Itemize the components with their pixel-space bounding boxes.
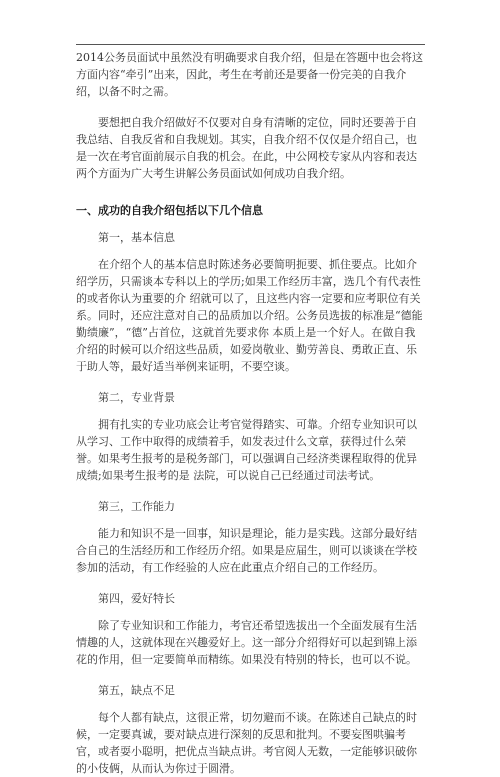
item-body-professional-background: 拥有扎实的专业功底会让考官觉得踏实、可靠。介绍专业知识可以从学习、工作中取得的成绩着手，如发表过什么文章，获得过什么荣誉。如果考生报考的是税务部门，可以强调自己经济类课程取得的优异成绩;如果考生报考的是 法院，可以说自己已经通过司法考试。 bbox=[76, 418, 417, 482]
item-heading-hobbies: 第四，爱好特长 bbox=[98, 592, 175, 605]
item-heading-professional-background: 第二，专业背景 bbox=[98, 391, 175, 404]
intro-paragraph: 2014公务员面试中虽然没有明确要求自我介绍，但是在答题中也会将这方面内容“牵引”出来，因此，考生在考前还是要备一份完美的自我介绍，以备不时之需。 bbox=[76, 51, 423, 98]
item-heading-work-ability: 第三，工作能力 bbox=[98, 500, 175, 513]
item-body-hobbies: 除了专业知识和工作能力，考官还希望选拔出一个全面发展有生活情趣的人，这就体现在兴趣爱好上。这一部分介绍得好可以起到锦上添花的作用，但一定要简单而精练。如果没有特别的特长，也可以不说。 bbox=[76, 619, 417, 666]
item-body-shortcomings: 每个人都有缺点，这很正常，切勿避而不谈。在陈述自己缺点的时候，一定要真诚，要对缺点进行深刻的反思和批判。不要妄图哄骗考官，或者耍小聪明，把优点当缺点讲。考官阅人无数，一定能够识破你的小伎俩，从而认为你过于圆滑。 bbox=[76, 711, 417, 775]
item-heading-basic-info: 第一，基本信息 bbox=[98, 231, 175, 244]
document-body bbox=[76, 49, 426, 777]
item-body-basic-info: 在介绍个人的基本信息时陈述务必要简明扼要、抓住要点。比如介绍学历，只需谈本专科以上的学历;如果工作经历丰富，选几个有代表性的或者你认为重要的介 绍就可以了，且这些内容一定要和应考职位有关系。同时，还应注意对自己的品质加以介绍。公务员选拔的标准是“德能勤绩廉”，“德”占首位，这就首先要求你 本质上是一个好人。在做自我介绍的时候可以介绍这些品质，如爱岗敬业、勤劳善良、勇敢正直、乐于助人等，最好适当举例来证明，不要空谈。 bbox=[76, 258, 423, 373]
item-heading-shortcomings: 第五，缺点不足 bbox=[98, 684, 175, 697]
item-body-work-ability: 能力和知识不是一回事，知识是理论，能力是实践。这部分最好结合自己的生活经历和工作经历介绍。如果是应届生，则可以谈谈在学校参加的活动，有工作经验的人应在此重点介绍自己的工作经历。 bbox=[76, 527, 417, 574]
intro-paragraph-2: 要想把自我介绍做好不仅要对自身有清晰的定位，同时还要善于自我总结、自我反省和自我规划。其实，自我介绍不仅仅是介绍自己，也是一次在考官面前展示自我的机会。在此，中公网校专家从内容和表达两个方面为广大考生讲解公务员面试如何成功自我介绍。 bbox=[76, 116, 417, 180]
header-rule bbox=[76, 44, 425, 45]
section-title: 一、成功的自我介绍包括以下几个信息 bbox=[76, 204, 263, 217]
